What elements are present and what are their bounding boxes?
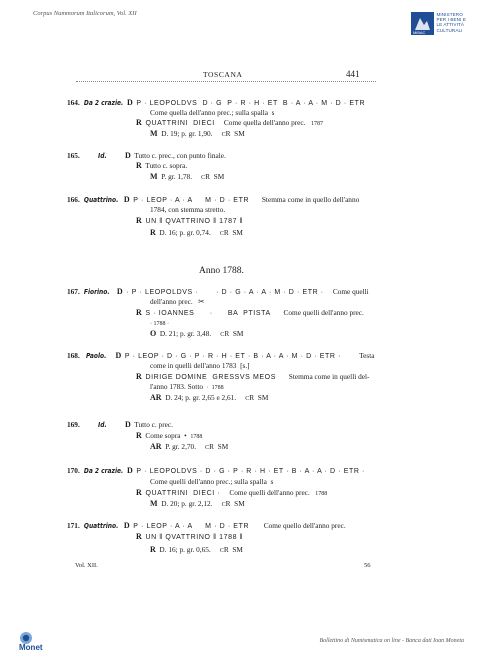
entry-number: 169. — [67, 420, 80, 429]
entry-text: Come sopra • — [141, 431, 191, 440]
entry-text: R SM — [223, 228, 243, 237]
entry-text: C — [221, 132, 226, 138]
catalog-line — [67, 521, 346, 531]
entry-text: Come quella dell'anno prec. — [214, 118, 311, 127]
footer-credit: Bollettino di Numismatica on line - Banca dati Ioan Moneta — [319, 638, 464, 644]
entry-text: R SM — [225, 499, 245, 508]
entry-text: 1784, con stemma stretto. — [150, 205, 226, 214]
catalog-line — [67, 420, 173, 430]
entry-text: C — [219, 548, 224, 554]
side-mark: D — [126, 466, 133, 475]
side-mark: D — [125, 420, 131, 429]
entry-text: Come quella dell'anno prec.; sulla spalla s — [150, 108, 275, 117]
catalog-line — [67, 151, 226, 161]
entry-text: Tutto c. prec., con punto finale. — [130, 151, 226, 160]
side-mark: D — [123, 521, 130, 530]
entry-text: R SM — [224, 329, 244, 338]
monet-logo-icon — [18, 630, 64, 652]
entry-text: P. gr. 2,70. — [161, 442, 206, 451]
entry-text: Tutto c. prec. — [130, 420, 173, 429]
entry-text: R SM — [209, 442, 229, 451]
coin-legend: P · LEOPOLDVS · D · G · P · R · H · ET · B · A · A · D · ETR · — [136, 468, 365, 475]
entry-text: D. 19; p. gr. 1,90. — [157, 129, 222, 138]
entry-text: D. 20; p. gr. 2,12. — [157, 499, 222, 508]
coin-legend: P · LEOP · A · A M · D · ETR — [133, 197, 250, 204]
catalog-line — [67, 195, 359, 205]
side-mark: R — [136, 308, 142, 317]
side-mark: D — [125, 151, 131, 160]
ministry-badge-icon — [411, 12, 434, 35]
entry-text: D. 21; p. gr. 3,48. — [156, 329, 221, 338]
ministry-logo-text: MINISTERO PER I BENI E LE ATTIVITÀ CULTURALI — [436, 12, 466, 33]
denomination: Id. — [98, 152, 107, 160]
entry-text: Come quelli — [323, 287, 369, 296]
catalog-line — [136, 488, 327, 499]
side-mark: M — [150, 172, 158, 181]
entry-text: Tutto c. sopra. — [141, 161, 188, 170]
side-mark: D — [115, 351, 122, 360]
catalog-line — [150, 442, 228, 453]
catalog-line — [150, 361, 250, 370]
entry-text: Stemma come in quello dell'anno — [249, 195, 360, 204]
entry-number: 167. — [67, 287, 80, 296]
entry-number: 165. — [67, 151, 80, 160]
side-mark: D — [126, 98, 133, 107]
entry-text: l'anno 1783. Sotto — [150, 382, 207, 391]
entry-text: D. 24; p. gr. 2,65 e 2,61. — [161, 393, 246, 402]
entry-text — [80, 151, 98, 160]
entry-text: 1788 — [315, 491, 328, 497]
entry-text: R SM — [205, 172, 225, 181]
coin-legend: UN ‖ QVATTRINO ‖ 1788 ‖ — [145, 534, 244, 541]
side-mark: O — [150, 329, 157, 338]
page-number: 441 — [346, 69, 360, 79]
entry-text: Come quelli dell'anno prec.; sulla spalla s — [150, 477, 274, 486]
side-mark: R — [150, 228, 156, 237]
catalog-line — [150, 545, 243, 556]
side-mark: AR — [150, 442, 162, 451]
catalog-line — [136, 161, 187, 170]
entry-text: D. 16; p. gr. 0,65. — [155, 545, 220, 554]
denomination: Quattrino. — [79, 522, 119, 530]
footer-signature: 56 — [364, 562, 371, 569]
entry-text — [110, 287, 117, 296]
catalog-line — [150, 129, 245, 140]
entry-text: R SM — [223, 545, 243, 554]
coin-legend: P · LEOP · D · G · P · R · H · ET · B · A · A · M · D · ETR · — [124, 353, 342, 360]
side-mark: R — [150, 545, 156, 554]
catalog-line — [136, 532, 243, 542]
coin-legend: · P · LEOPOLDVS · · D · G · A · A · M · D · ETR · — [126, 289, 324, 296]
coin-legend: P · LEOP · A · A M · D · ETR — [133, 523, 250, 530]
catalog-line — [67, 351, 374, 361]
entry-text: C — [201, 175, 206, 181]
catalog-line — [136, 308, 364, 318]
entry-number: 164. — [67, 98, 80, 107]
section-title: Anno 1788. — [199, 266, 244, 276]
svg-text:MiBAC: MiBAC — [413, 30, 426, 35]
entry-text: C — [219, 231, 224, 237]
entry-text: R SM — [225, 129, 245, 138]
side-mark: R — [136, 216, 142, 225]
coin-legend: DIRIGE DOMINE GRESSVS MEOS — [145, 374, 276, 381]
entry-text: C — [205, 445, 210, 451]
entry-text: Come quello dell'anno prec. — [249, 521, 346, 530]
entry-text: C — [220, 332, 225, 338]
entry-text: Come quelli dell'anno prec. — [220, 488, 316, 497]
entry-text: Testa — [341, 351, 375, 360]
footer-volume: Vol. XII. — [75, 562, 98, 569]
entry-number: 166. — [67, 195, 80, 204]
catalog-line — [136, 118, 323, 129]
catalog-line — [150, 108, 275, 117]
entry-number: 170. — [67, 466, 80, 475]
catalog-line — [136, 216, 243, 226]
side-mark: D — [123, 195, 130, 204]
catalog-line — [150, 499, 245, 510]
svg-text:Monet: Monet — [19, 643, 43, 652]
entry-text: Come quelli dell'anno prec. — [270, 308, 364, 317]
catalog-line — [136, 431, 202, 442]
entry-text: R SM — [249, 393, 269, 402]
side-mark: R — [136, 161, 142, 170]
monet-logo — [18, 630, 64, 652]
entry-text — [80, 420, 98, 429]
side-mark: M — [150, 129, 158, 138]
coin-legend: UN ‖ QVATTRINO ‖ 1787 ‖ — [145, 218, 244, 225]
entry-text: come in quelli dell'anno 1783 [s.] — [150, 361, 250, 370]
catalog-line — [150, 228, 243, 239]
catalog-line — [67, 287, 369, 297]
entry-text: Stemma come in quelli del- — [276, 372, 370, 381]
entry-text: 1788 — [190, 434, 203, 440]
side-mark: R — [136, 532, 142, 541]
denomination: Id. — [98, 421, 107, 429]
entry-text: · 1788 — [206, 385, 224, 391]
catalog-line — [136, 372, 369, 382]
entry-number: 171. — [67, 521, 80, 530]
entry-text: P. gr. 1,78. — [157, 172, 202, 181]
catalog-line — [150, 297, 204, 306]
side-mark: M — [150, 499, 158, 508]
entry-text: D. 16; p. gr. 0,74. — [155, 228, 220, 237]
side-mark: R — [136, 431, 142, 440]
entry-text: · 1788 · — [150, 321, 169, 327]
coin-legend: S · IOANNES · BA PTISTA — [145, 310, 271, 317]
entry-text — [107, 420, 125, 429]
catalog-line — [150, 205, 225, 214]
coin-legend: QUATTRINI DIECI — [145, 120, 215, 127]
catalog-line — [150, 329, 243, 340]
catalog-line — [150, 393, 268, 404]
catalog-line — [150, 477, 273, 486]
side-mark: D — [116, 287, 123, 296]
entry-text: C — [245, 396, 250, 402]
side-mark: R — [136, 372, 142, 381]
header-rule — [76, 81, 376, 82]
side-mark: R — [136, 488, 142, 497]
catalog-line — [67, 98, 365, 108]
side-mark: R — [136, 118, 142, 127]
entry-text: C — [221, 502, 226, 508]
denomination: Fiorino. — [79, 288, 110, 296]
series-title: Corpus Nummorum Italicorum, Vol. XII — [33, 10, 137, 17]
catalog-line — [150, 172, 224, 183]
catalog-line — [150, 318, 169, 329]
denomination: Da 2 crazie. — [79, 467, 124, 475]
catalog-line — [150, 382, 224, 393]
ministry-logo — [411, 12, 466, 35]
coin-legend: P · LEOPOLDVS D · G P · R · H · ET B · A · A · M · D · ETR — [136, 100, 366, 107]
entry-number: 168. — [67, 351, 80, 360]
side-mark: AR — [150, 393, 162, 402]
entry-text — [107, 151, 125, 160]
entry-text: dell'anno prec. ✂ — [150, 297, 205, 306]
denomination: Paolo. — [79, 352, 107, 360]
denomination: Da 2 crazie. — [79, 99, 124, 107]
running-head: TOSCANA — [203, 70, 243, 79]
coin-legend: QUATTRINI DIECI · — [145, 490, 221, 497]
catalog-line — [67, 466, 365, 476]
denomination: Quattrino. — [79, 196, 119, 204]
entry-text: 1787 — [310, 121, 323, 127]
